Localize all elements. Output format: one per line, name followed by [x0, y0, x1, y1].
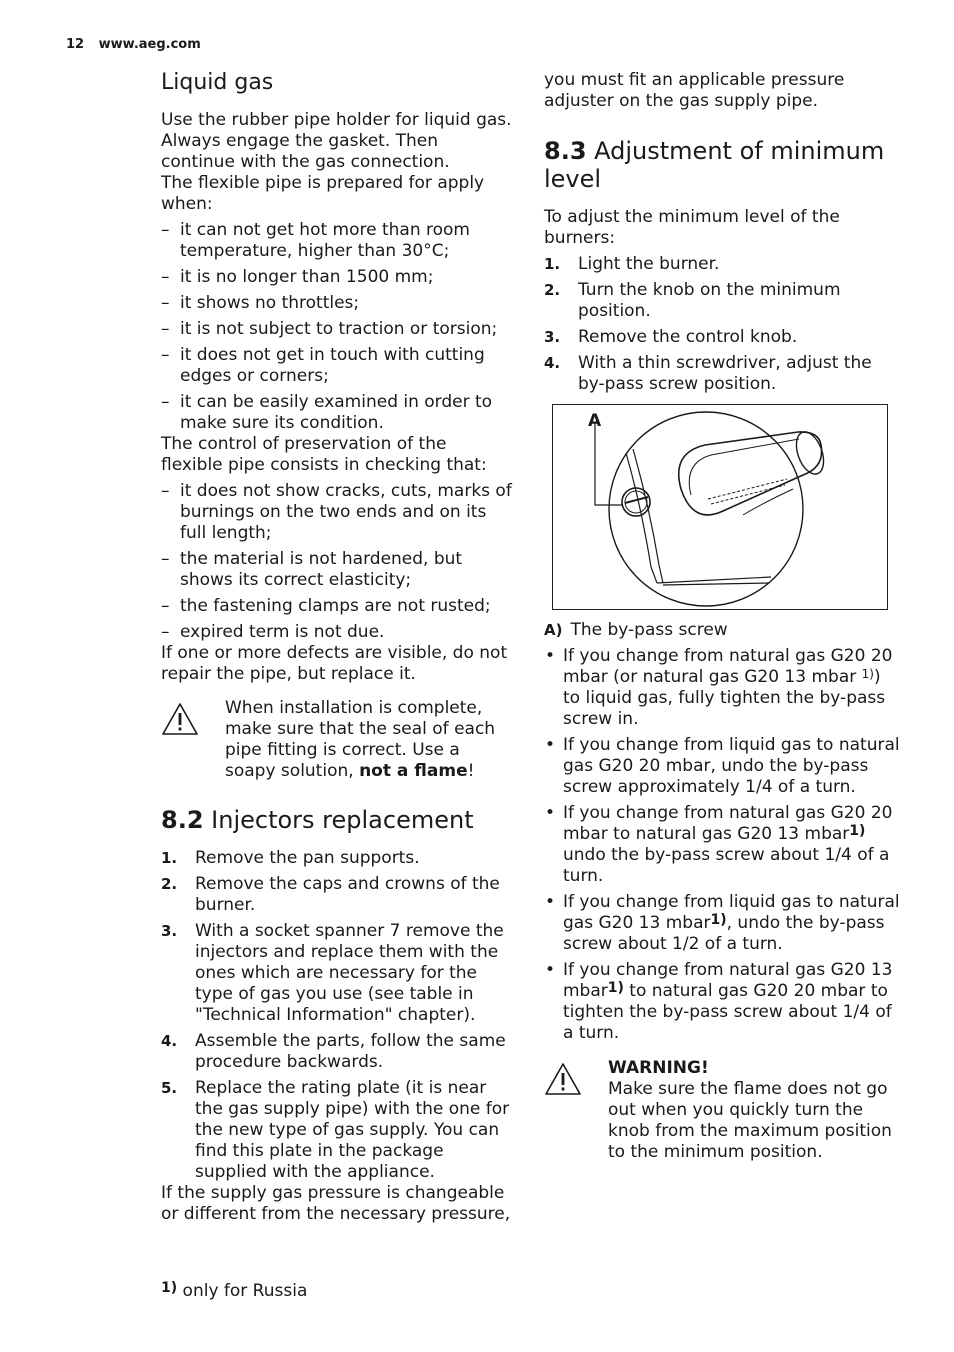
gas-change-list	[544, 646, 900, 1044]
warning-text: Make sure the flame does not go out when you quickly turn the knob from the maximum position to the minimum position.	[608, 1079, 892, 1162]
step-item	[161, 1078, 513, 1183]
step-number: 3.	[544, 328, 561, 346]
liquid-gas-heading: Liquid gas	[161, 70, 274, 95]
step-number: 4.	[544, 354, 561, 372]
bullet-text: If you change from natural gas G20 20 mbar (or natural gas G20 13 mbar	[563, 646, 893, 687]
step-text: Assemble the parts, follow the same procedure backwards.	[195, 1031, 506, 1072]
step-number: 1.	[161, 849, 178, 867]
list-item	[544, 646, 900, 730]
right-column	[544, 70, 900, 1163]
footnote-mark: 1)	[161, 1280, 178, 1296]
list-item: – it can not get hot more than room temperature, higher than 30°C;	[161, 220, 513, 262]
list-item: – it shows no throttles;	[161, 293, 513, 314]
list-item: – it can be easily examined in order to make sure its condition.	[161, 392, 513, 434]
section-8-3-heading	[544, 137, 900, 193]
step-item	[161, 1031, 513, 1073]
warning-text: When installation is complete, make sure that the seal of each pipe fitting is correct. Use a soapy solution,	[225, 698, 496, 781]
warning-bold: not a flame	[359, 761, 468, 781]
warning-triangle-icon	[544, 1062, 582, 1096]
step-text: With a thin screwdriver, adjust the by-pass screw position.	[578, 353, 872, 394]
installation-warning	[161, 698, 513, 782]
section-title: Injectors replacement	[211, 806, 474, 834]
footnote-ref: 1)	[710, 912, 727, 928]
bullet-text: If you change from natural gas G20 13 mbar	[563, 960, 893, 1001]
step-number: 5.	[161, 1079, 178, 1097]
list-item	[544, 960, 900, 1044]
intro-paragraph: Use the rubber pipe holder for liquid gas. Always engage the gasket. Then continue with the gas connection.	[161, 110, 512, 172]
pressure-note: If the supply gas pressure is changeable or different from the necessary pressure,	[161, 1183, 511, 1224]
conditions-list	[161, 220, 513, 434]
warning-title: WARNING!	[608, 1058, 709, 1078]
bullet-text: If you change from liquid gas to natural gas G20 13 mbar	[563, 892, 900, 933]
step-text: With a socket spanner 7 remove the injectors and replace them with the ones which are necessary for the type of gas you use (see table in "Technical Information" chapter).	[195, 921, 504, 1025]
step-number: 2.	[161, 875, 178, 893]
figure-label: A	[588, 411, 602, 431]
injector-steps	[161, 848, 513, 1183]
caption-text: The by-pass screw	[570, 620, 728, 640]
bullet-text: If you change from natural gas G20 20 mbar to natural gas G20 13 mbar	[563, 803, 893, 844]
step-text: Turn the knob on the minimum position.	[578, 280, 841, 321]
list-item: – it does not show cracks, cuts, marks of burnings on the two ends and on its full length;	[161, 481, 513, 544]
footnote-ref: 1)	[607, 980, 624, 996]
bullet-text: , undo the by-pass screw about 1/2 of a turn.	[563, 913, 885, 954]
section-8-2-heading	[161, 806, 513, 834]
list-item: • If you change from liquid gas to natural gas G20 20 mbar, undo the by-pass screw approximately 1/4 of a turn.	[544, 735, 900, 798]
step-number: 2.	[544, 281, 561, 299]
step-text: Remove the caps and crowns of the burner.	[195, 874, 500, 915]
list-item: – the material is not hardened, but shows its correct elasticity;	[161, 549, 513, 591]
figure-caption	[544, 620, 900, 641]
step-item	[161, 874, 513, 916]
step-text: Remove the control knob.	[578, 327, 798, 347]
warning-end: !	[467, 761, 475, 781]
step-text: Replace the rating plate (it is near the gas supply pipe) with the one for the new type of gas supply. You can find this plate in the package supplied with the appliance.	[195, 1078, 510, 1182]
list-item: – it does not get in touch with cutting edges or corners;	[161, 345, 513, 387]
list-item	[544, 803, 900, 887]
step-item	[544, 254, 900, 275]
checks-list	[161, 481, 513, 643]
step-number: 4.	[161, 1032, 178, 1050]
list-item: – the fastening clamps are not rusted;	[161, 596, 513, 617]
pressure-continuation: you must fit an applicable pressure adjuster on the gas supply pipe.	[544, 70, 845, 111]
adjust-intro: To adjust the minimum level of the burners:	[544, 207, 840, 248]
list-item: – expired term is not due.	[161, 622, 513, 643]
page-number: 12	[66, 37, 85, 52]
website-url: www.aeg.com	[98, 37, 201, 52]
caption-key: A)	[544, 621, 563, 639]
step-number: 3.	[161, 922, 178, 940]
list-item: – it is not subject to traction or torsion;	[161, 319, 513, 340]
bullet-text: to natural gas G20 20 mbar to tighten the by-pass screw about 1/4 of a turn.	[563, 981, 892, 1043]
adjust-steps	[544, 254, 900, 395]
footnote	[161, 1281, 307, 1302]
control-intro: The control of preservation of the flexible pipe consists in checking that:	[161, 434, 487, 475]
list-item: – it is no longer than 1500 mm;	[161, 267, 513, 288]
footnote-ref: 1)	[861, 667, 874, 681]
bypass-screw-figure	[552, 404, 888, 610]
step-item	[544, 280, 900, 322]
step-item	[544, 353, 900, 395]
section-title: Adjustment of minimum level	[544, 137, 885, 193]
bullet-text: ) to liquid gas, fully tighten the by-pass screw in.	[563, 667, 886, 729]
flame-warning	[544, 1058, 900, 1163]
warning-triangle-icon	[161, 702, 199, 736]
footnote-text: only for Russia	[177, 1281, 308, 1301]
step-text: Light the burner.	[578, 254, 720, 274]
section-number: 8.3	[544, 137, 587, 165]
step-item	[161, 848, 513, 869]
section-number: 8.2	[161, 806, 204, 834]
step-text: Remove the pan supports.	[195, 848, 420, 868]
footnote-ref: 1)	[849, 823, 866, 839]
step-item	[544, 327, 900, 348]
bullet-text: undo the by-pass screw about 1/4 of a turn.	[563, 845, 890, 886]
left-column	[161, 70, 513, 1225]
flexible-pipe-paragraph: The flexible pipe is prepared for apply when:	[161, 173, 485, 214]
defects-note: If one or more defects are visible, do not repair the pipe, but replace it.	[161, 643, 508, 684]
page-header	[66, 37, 201, 52]
step-item	[161, 921, 513, 1026]
step-number: 1.	[544, 255, 561, 273]
list-item	[544, 892, 900, 955]
bypass-screw-illustration	[553, 405, 887, 609]
